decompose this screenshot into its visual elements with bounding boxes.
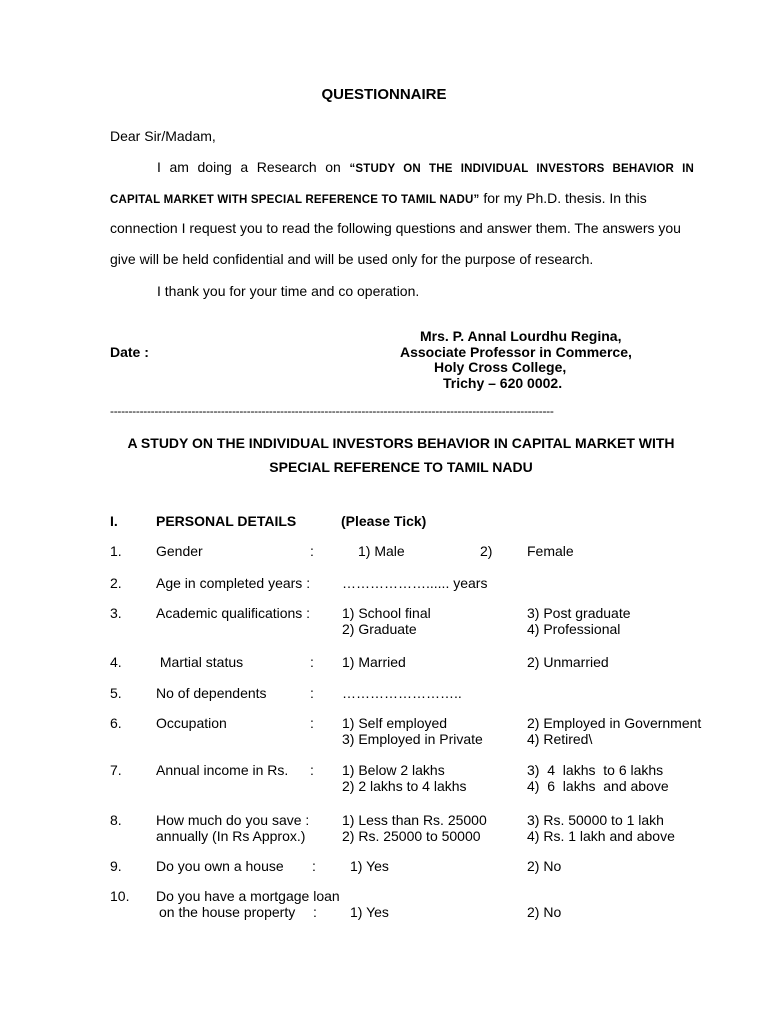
option-professional[interactable]: 4) Professional — [527, 621, 621, 637]
option-6-lakhs-above[interactable]: 4) 6 lakhs and above — [527, 778, 669, 794]
option-self-employed[interactable]: 1) Self employed — [342, 715, 448, 731]
question-colon: : — [310, 762, 314, 778]
age-blank-field[interactable]: ………………...... years — [342, 575, 488, 591]
question-label-line-2: on the house property — [159, 904, 296, 920]
signature-name: Mrs. P. Annal Lourdhu Regina, — [420, 328, 622, 344]
question-label: Martial status — [156, 654, 244, 670]
section-number: I. — [110, 513, 118, 529]
study-heading-line-1: A STUDY ON THE INDIVIDUAL INVESTORS BEHAVIOR IN CAPITAL MARKET WITH — [127, 435, 675, 451]
question-number: 3. — [110, 605, 122, 621]
intro-line-3: connection I request you to read the following questions and answer them. The answers you — [110, 220, 681, 236]
question-colon: : — [313, 904, 317, 920]
question-number: 5. — [110, 685, 122, 701]
question-number: 8. — [110, 812, 122, 828]
option-female[interactable]: Female — [527, 543, 574, 559]
question-label: Academic qualifications : — [156, 605, 311, 621]
option-school-final[interactable]: 1) School final — [342, 605, 431, 621]
option-graduate[interactable]: 2) Graduate — [342, 621, 417, 637]
intro-line-1 — [110, 159, 694, 175]
date-label: Date : — [110, 344, 149, 360]
option-no[interactable]: 2) No — [527, 904, 562, 920]
question-label: Gender — [156, 543, 203, 559]
option-married[interactable]: 1) Married — [342, 654, 406, 670]
option-below-2-lakhs[interactable]: 1) Below 2 lakhs — [342, 762, 445, 778]
question-number: 2. — [110, 575, 122, 591]
option-female-number[interactable]: 2) — [480, 543, 493, 559]
question-number: 4. — [110, 654, 122, 670]
section-title: PERSONAL DETAILS — [156, 513, 297, 529]
signature-college: Holy Cross College, — [434, 359, 567, 375]
question-label: Do you have a mortgage loan — [156, 888, 340, 904]
divider-line: ------------------------------------------------------------------------------------------------------------------------ — [110, 404, 554, 418]
question-label: Age in completed years : — [156, 575, 311, 591]
page-title: QUESTIONNAIRE — [321, 86, 447, 103]
option-employed-private[interactable]: 3) Employed in Private — [342, 731, 483, 747]
question-number: 6. — [110, 715, 122, 731]
option-employed-government[interactable]: 2) Employed in Government — [527, 715, 702, 731]
question-number: 10. — [110, 888, 130, 904]
study-title-inline-2: CAPITAL MARKET WITH SPECIAL REFERENCE TO TAMIL NADU” — [110, 194, 480, 206]
intro-line-2-text: for my Ph.D. thesis. In this — [479, 190, 647, 206]
question-label: How much do you save : — [156, 812, 310, 828]
question-colon: : — [310, 685, 314, 701]
option-2-to-4-lakhs[interactable]: 2) 2 lakhs to 4 lakhs — [342, 778, 467, 794]
option-yes[interactable]: 1) Yes — [350, 858, 389, 874]
question-colon: : — [310, 654, 314, 670]
question-label-line-2: annually (In Rs Approx.) — [156, 828, 306, 844]
study-title-inline-1: “STUDY ON THE INDIVIDUAL INVESTORS BEHAVIOR IN — [349, 163, 694, 175]
dependents-blank-field[interactable]: …………………….. — [342, 685, 462, 701]
option-retired[interactable]: 4) Retired\ — [527, 731, 593, 747]
option-50000-to-1-lakh[interactable]: 3) Rs. 50000 to 1 lakh — [527, 812, 664, 828]
salutation: Dear Sir/Madam, — [110, 128, 216, 144]
question-label: Do you own a house — [156, 858, 284, 874]
question-label: Annual income in Rs. — [156, 762, 289, 778]
signature-designation: Associate Professor in Commerce, — [400, 344, 632, 360]
intro-line-2 — [110, 190, 694, 206]
thanks-line: I thank you for your time and co operation. — [157, 283, 420, 299]
option-unmarried[interactable]: 2) Unmarried — [527, 654, 609, 670]
signature-city: Trichy – 620 0002. — [443, 375, 563, 391]
option-25000-to-50000[interactable]: 2) Rs. 25000 to 50000 — [342, 828, 481, 844]
question-number: 1. — [110, 543, 122, 559]
question-number: 9. — [110, 858, 122, 874]
study-heading-line-2: SPECIAL REFERENCE TO TAMIL NADU — [269, 459, 533, 475]
option-post-graduate[interactable]: 3) Post graduate — [527, 605, 631, 621]
section-instruction: (Please Tick) — [341, 513, 427, 529]
option-less-than-25000[interactable]: 1) Less than Rs. 25000 — [342, 812, 487, 828]
question-colon: : — [310, 543, 314, 559]
question-colon: : — [310, 715, 314, 731]
question-label: Occupation — [156, 715, 227, 731]
question-colon: : — [312, 858, 316, 874]
option-yes[interactable]: 1) Yes — [350, 904, 389, 920]
option-no[interactable]: 2) No — [527, 858, 562, 874]
intro-line-1-text: I am doing a Research on — [157, 159, 341, 175]
question-number: 7. — [110, 762, 122, 778]
option-4-to-6-lakhs[interactable]: 3) 4 lakhs to 6 lakhs — [527, 762, 664, 778]
question-label: No of dependents — [156, 685, 267, 701]
option-1-lakh-above[interactable]: 4) Rs. 1 lakh and above — [527, 828, 675, 844]
intro-line-4: give will be held confidential and will be used only for the purpose of research. — [110, 251, 594, 267]
option-male[interactable]: 1) Male — [358, 543, 405, 559]
